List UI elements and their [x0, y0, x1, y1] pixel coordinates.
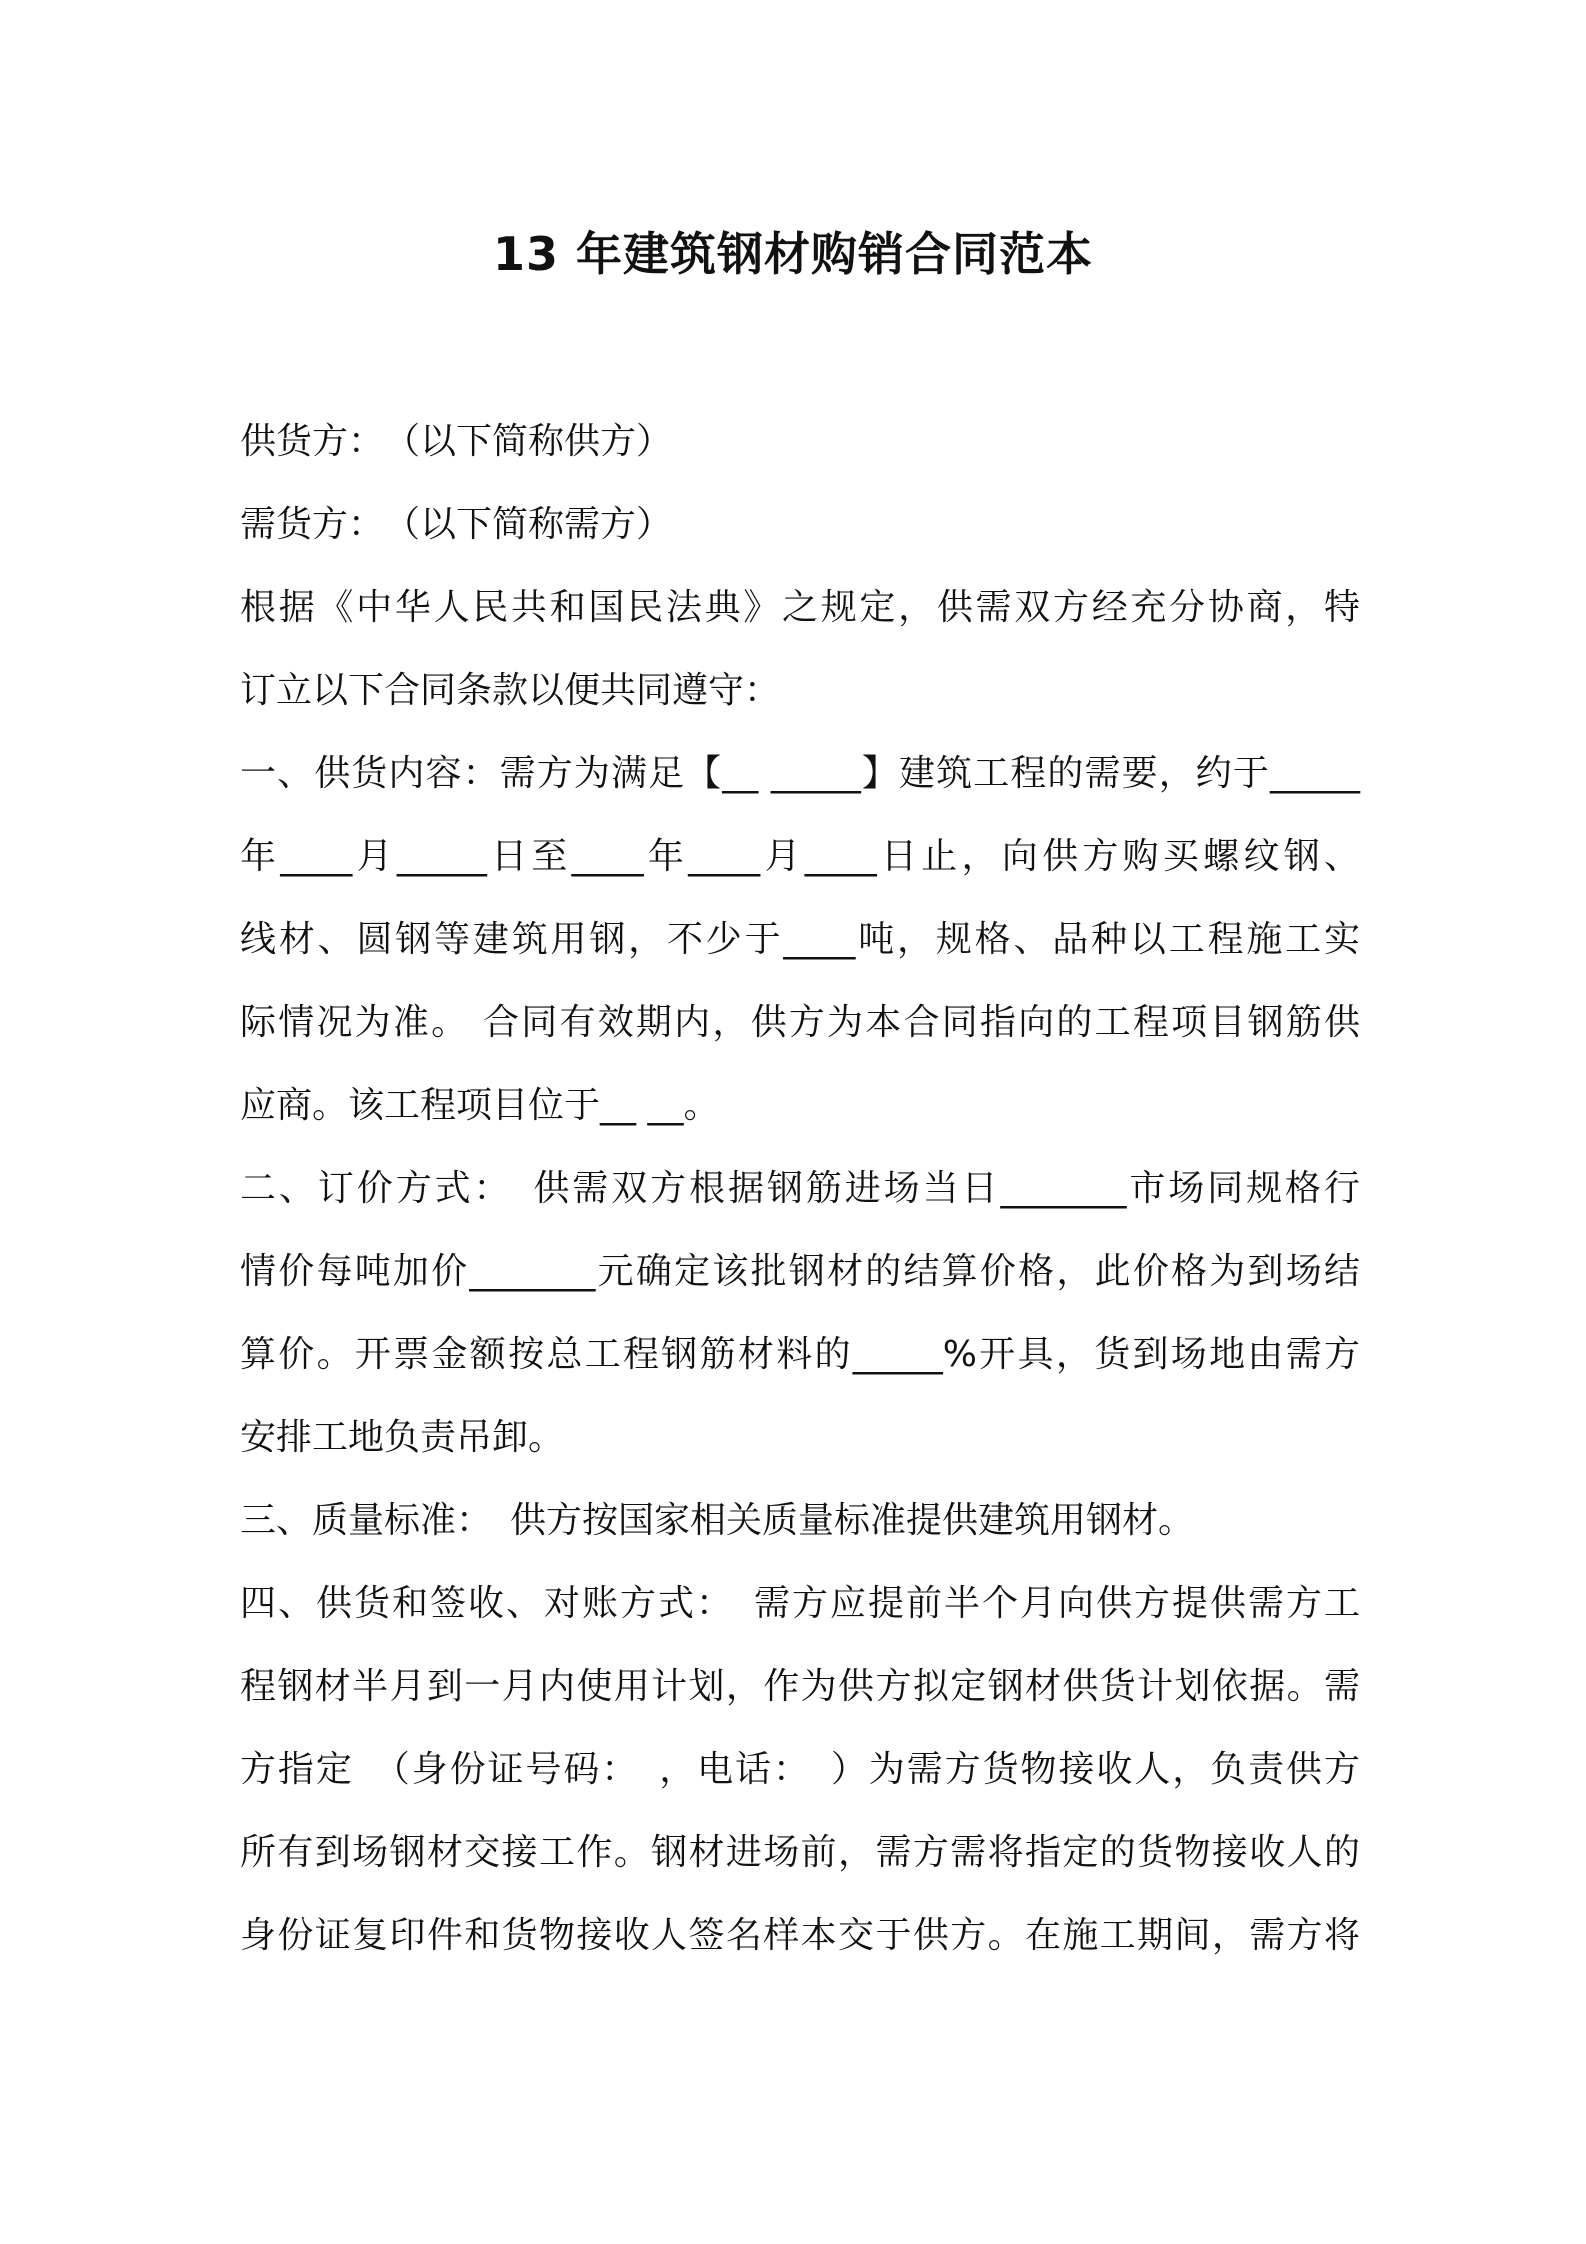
buyer-line: 需货方： （以下简称需方）	[240, 504, 673, 545]
clause-3-line: 三、质量标准： 供方按国家相关质量标准提供建筑用钢材。	[240, 1500, 1195, 1541]
clause-4-line: 方指定 （身份证号码： ，电话： ）为需方货物接收人，负责供方	[240, 1749, 1360, 1790]
clause-2-line: 安排工地负责吊卸。	[240, 1417, 565, 1458]
supplier-line: 供货方： （以下简称供方）	[240, 421, 673, 462]
clause-4-line: 程钢材半月到一月内使用计划，作为供方拟定钢材供货计划依据。需	[240, 1666, 1360, 1707]
clause-1-line: 应商。该工程项目位于__ __。	[240, 1085, 720, 1126]
preamble-line: 根据《中华人民共和国民法典》之规定，供需双方经充分协商，特	[240, 587, 1360, 628]
clause-2-line: 情价每吨加价_______元确定该批钢材的结算价格，此价格为到场结	[240, 1251, 1360, 1292]
clause-2-line: 算价。开票金额按总工程钢筋材料的_____%开具，货到场地由需方	[240, 1334, 1360, 1375]
clause-1-line: 年____月_____日至____年____月____日止，向供方购买螺纹钢、	[240, 836, 1360, 877]
preamble-line: 订立以下合同条款以便共同遵守：	[240, 670, 781, 711]
clause-4-line: 四、供货和签收、对账方式： 需方应提前半个月向供方提供需方工	[240, 1583, 1360, 1624]
document-title: 13 年建筑钢材购销合同范本	[492, 227, 1094, 281]
document-body	[240, 400, 1360, 1977]
clause-4-line: 所有到场钢材交接工作。钢材进场前，需方需将指定的货物接收人的	[240, 1832, 1360, 1873]
clause-1-line: 一、供货内容：需方为满足【__ _____】建筑工程的需要，约于_____	[240, 753, 1360, 794]
clause-4-line: 身份证复印件和货物接收人签名样本交于供方。在施工期间，需方将	[240, 1915, 1360, 1956]
clause-1-line: 线材、圆钢等建筑用钢，不少于____吨，规格、品种以工程施工实	[240, 919, 1360, 960]
clause-2-line: 二、订价方式： 供需双方根据钢筋进场当日_______市场同规格行	[240, 1168, 1360, 1209]
clause-1-line: 际情况为准。 合同有效期内，供方为本合同指向的工程项目钢筋供	[240, 1002, 1360, 1043]
